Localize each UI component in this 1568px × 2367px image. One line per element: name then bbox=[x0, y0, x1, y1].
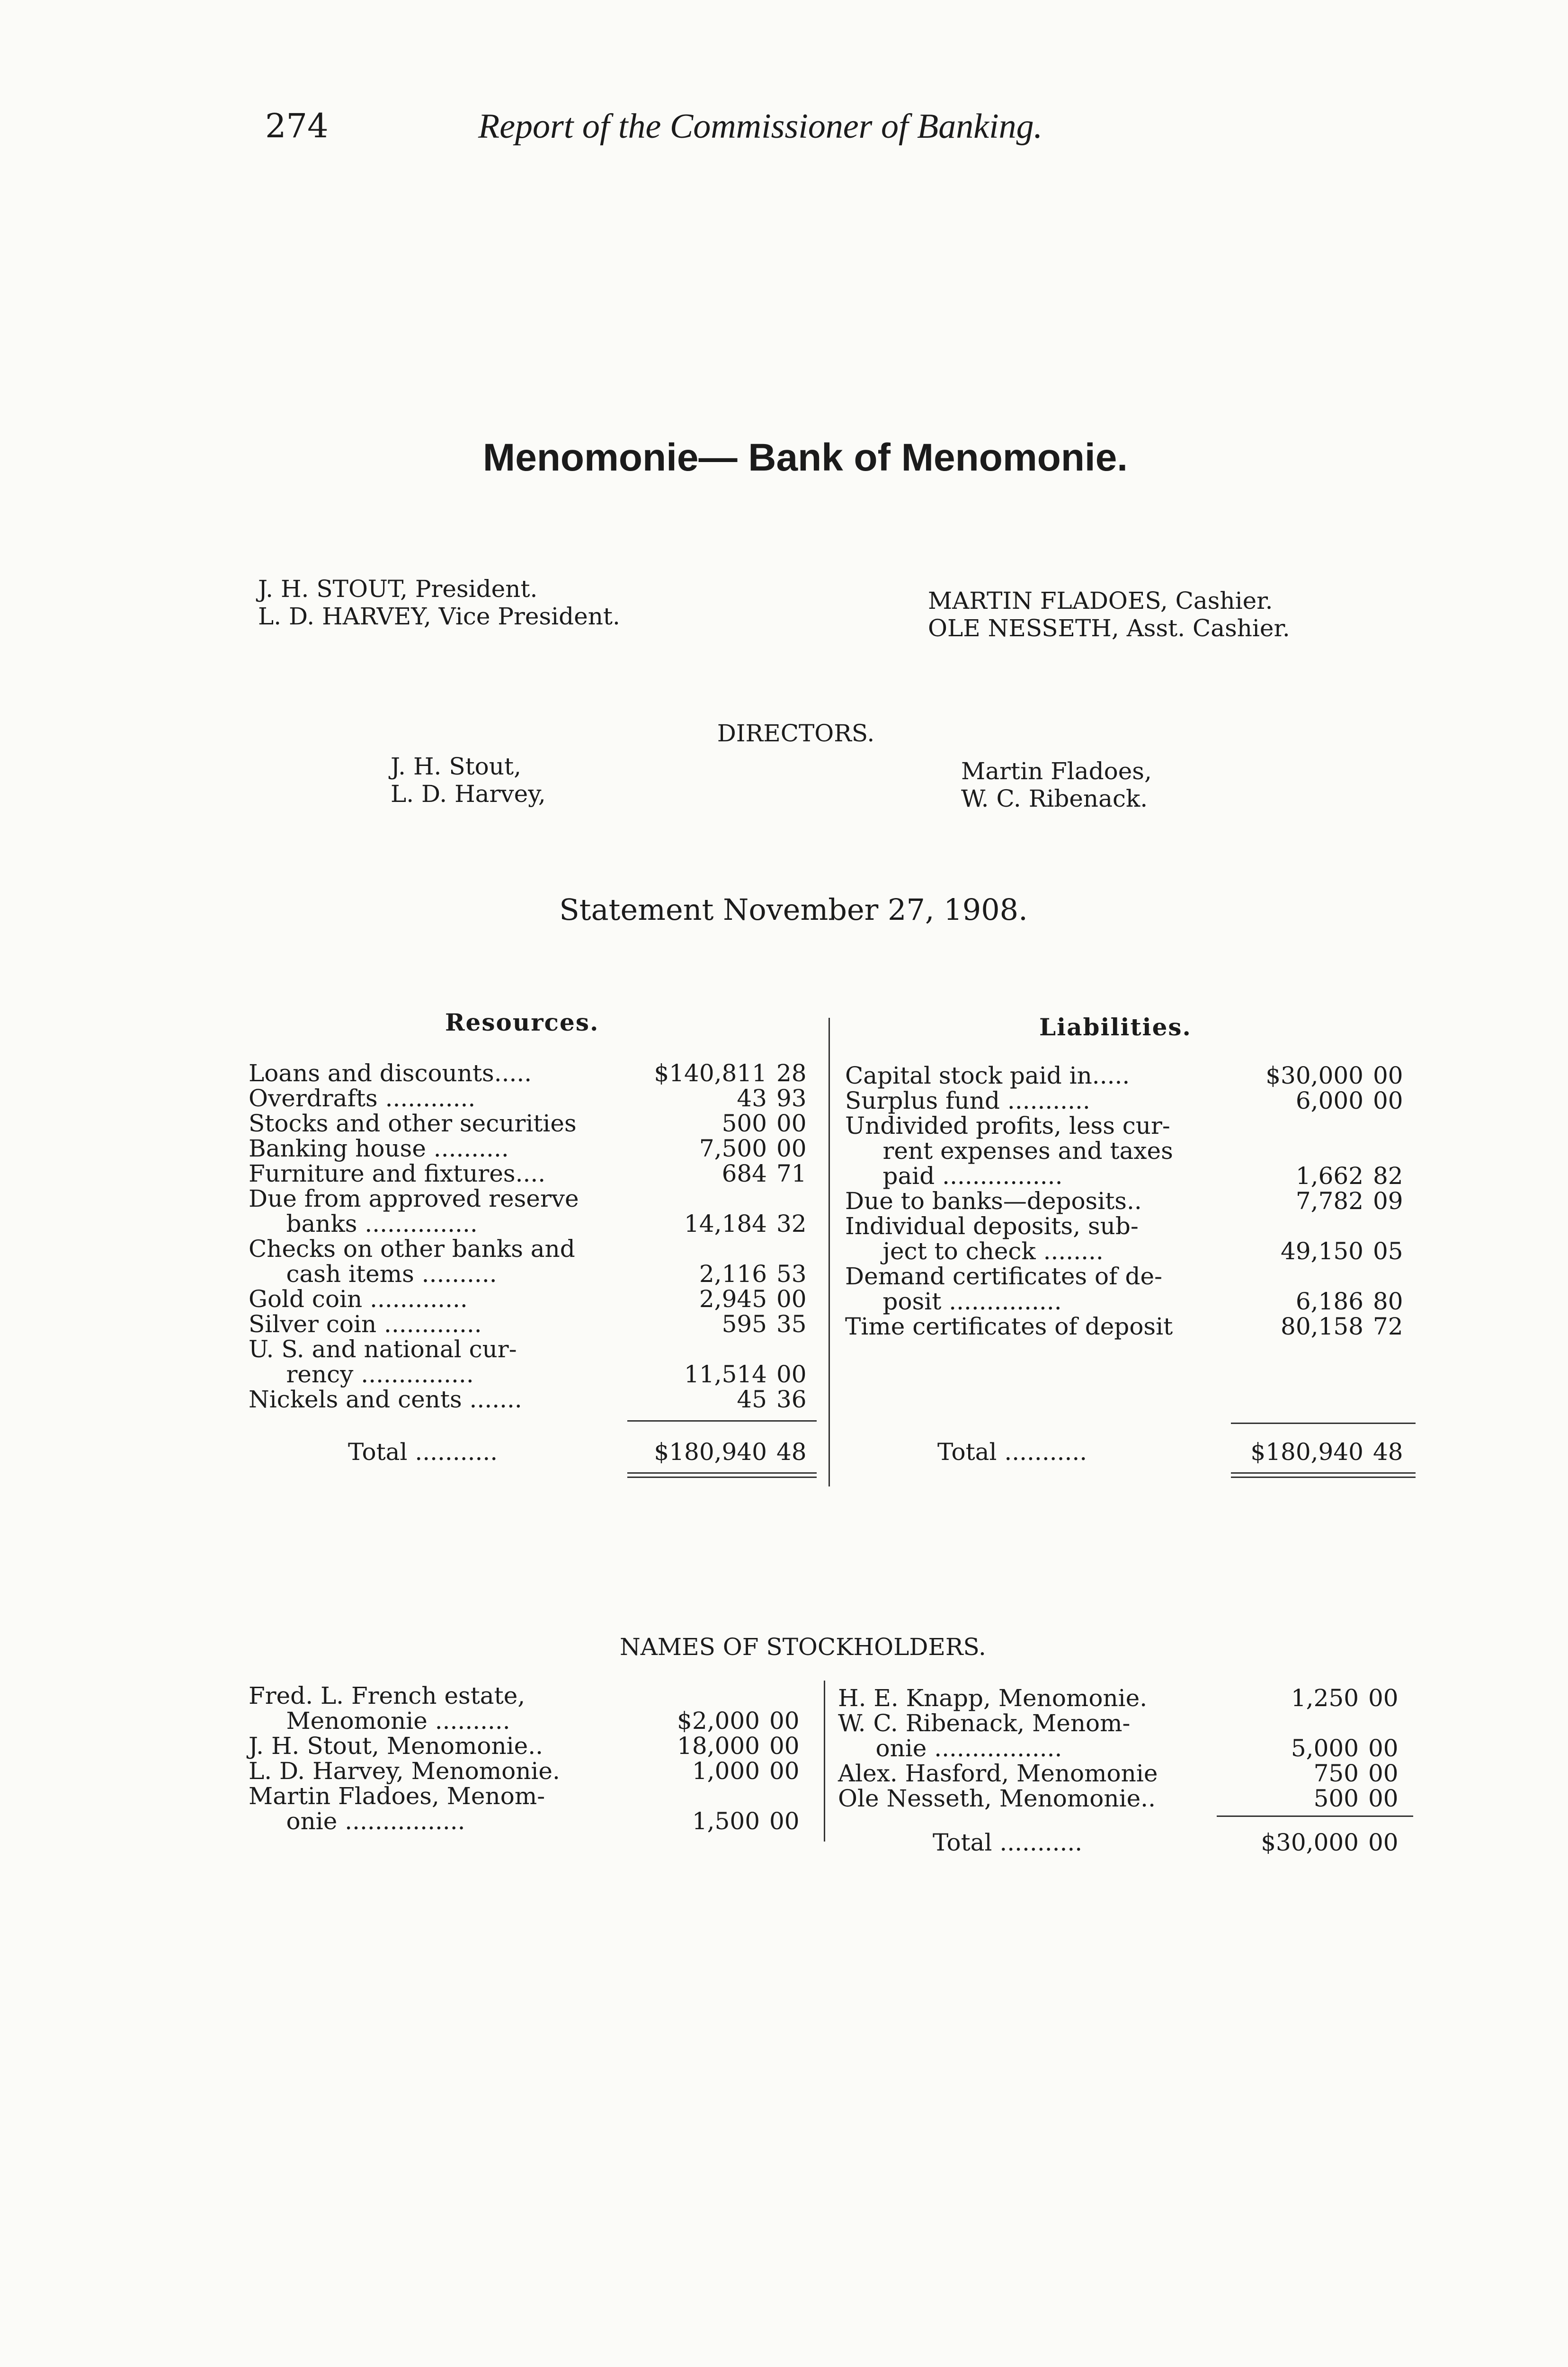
row-cents: 28 bbox=[776, 1059, 807, 1087]
row-dollars: 5,000 bbox=[1291, 1735, 1359, 1762]
row-label: J. H. Stout, Menomonie.. bbox=[249, 1732, 543, 1760]
row-label: Gold coin ............. bbox=[249, 1285, 468, 1313]
resources-total-row bbox=[249, 1439, 824, 1465]
row-label: Loans and discounts..... bbox=[249, 1059, 532, 1087]
row-label: L. D. Harvey, Menomonie. bbox=[249, 1757, 560, 1785]
directors-heading: DIRECTORS. bbox=[717, 720, 875, 747]
table-row bbox=[845, 1264, 1418, 1289]
officers-right bbox=[928, 587, 1290, 642]
row-dollars: 1,250 bbox=[1291, 1684, 1359, 1712]
table-row bbox=[845, 1063, 1418, 1088]
row-label: Demand certificates of de- bbox=[845, 1263, 1162, 1290]
table-row bbox=[845, 1213, 1418, 1239]
table-row bbox=[845, 1188, 1418, 1214]
row-label: Due to banks—deposits.. bbox=[845, 1187, 1142, 1215]
liabilities-heading: Liabilities. bbox=[1039, 1013, 1192, 1041]
row-dollars: 500 bbox=[722, 1110, 767, 1137]
row-label: Overdrafts ............ bbox=[249, 1085, 476, 1112]
row-dollars: 6,186 bbox=[1295, 1288, 1363, 1315]
row-label: Menomonie .......... bbox=[249, 1707, 510, 1735]
table-row bbox=[249, 1060, 824, 1086]
row-cents: 00 bbox=[776, 1285, 807, 1313]
row-dollars: 1,500 bbox=[692, 1807, 760, 1835]
row-label: H. E. Knapp, Menomonie. bbox=[838, 1684, 1148, 1712]
row-dollars: 684 bbox=[722, 1160, 767, 1187]
stockholders-total-rule bbox=[1217, 1815, 1413, 1817]
row-dollars: 595 bbox=[722, 1310, 767, 1338]
row-label: onie ................ bbox=[249, 1807, 465, 1835]
row-cents: 53 bbox=[776, 1260, 807, 1288]
bank-title: Menomonie— Bank of Menomonie. bbox=[482, 436, 1128, 479]
liabilities-total-rule bbox=[1231, 1423, 1416, 1424]
row-cents: 00 bbox=[769, 1732, 800, 1760]
total-dollars: $180,940 bbox=[1250, 1438, 1363, 1466]
row-label: ject to check ........ bbox=[845, 1237, 1104, 1265]
row-label: Martin Fladoes, Menom- bbox=[249, 1782, 545, 1810]
director-item: W. C. Ribenack. bbox=[961, 785, 1148, 812]
row-label: Capital stock paid in..... bbox=[845, 1062, 1130, 1089]
row-cents: 00 bbox=[769, 1707, 800, 1735]
row-label: Individual deposits, sub- bbox=[845, 1212, 1139, 1240]
row-label: banks ............... bbox=[249, 1210, 478, 1237]
table-row bbox=[249, 1161, 824, 1186]
row-label: Alex. Hasford, Menomonie bbox=[838, 1760, 1158, 1787]
row-cents: 32 bbox=[776, 1210, 807, 1237]
row-cents: 09 bbox=[1373, 1187, 1403, 1215]
row-dollars: 2,945 bbox=[699, 1285, 767, 1313]
total-label: Total ........... bbox=[348, 1438, 498, 1466]
row-cents: 05 bbox=[1373, 1237, 1403, 1265]
list-item bbox=[249, 1758, 817, 1784]
row-cents: 82 bbox=[1373, 1162, 1403, 1190]
table-row bbox=[845, 1314, 1418, 1339]
statement-title: Statement November 27, 1908. bbox=[559, 892, 1028, 927]
list-item bbox=[838, 1685, 1413, 1711]
row-dollars: 7,782 bbox=[1295, 1187, 1363, 1215]
table-row bbox=[845, 1113, 1418, 1139]
table-row bbox=[249, 1086, 824, 1111]
total-label: Total ........... bbox=[937, 1438, 1087, 1466]
row-label: posit ............... bbox=[845, 1288, 1062, 1315]
liabilities-total-row bbox=[845, 1439, 1418, 1465]
list-item bbox=[838, 1761, 1413, 1786]
total-label: Total ........... bbox=[933, 1829, 1083, 1856]
row-label: Due from approved reserve bbox=[249, 1185, 579, 1212]
total-cents: 48 bbox=[1373, 1438, 1403, 1466]
table-row bbox=[845, 1138, 1418, 1164]
row-dollars: 1,662 bbox=[1295, 1162, 1363, 1190]
stockholders-divider bbox=[824, 1681, 825, 1842]
row-cents: 00 bbox=[776, 1135, 807, 1162]
row-dollars: 7,500 bbox=[699, 1135, 767, 1162]
director-item: L. D. Harvey, bbox=[391, 780, 546, 808]
row-dollars: 45 bbox=[737, 1386, 767, 1413]
list-item bbox=[249, 1783, 817, 1809]
row-dollars: 14,184 bbox=[684, 1210, 767, 1237]
officers-left bbox=[258, 575, 620, 630]
officer-president: J. H. STOUT, President. bbox=[258, 575, 538, 603]
row-cents: 00 bbox=[1368, 1760, 1399, 1787]
row-cents: 00 bbox=[769, 1807, 800, 1835]
row-cents: 72 bbox=[1373, 1313, 1403, 1340]
table-row bbox=[845, 1163, 1418, 1189]
row-dollars: 43 bbox=[737, 1085, 767, 1112]
row-cents: 00 bbox=[776, 1361, 807, 1388]
row-dollars: 49,150 bbox=[1281, 1237, 1363, 1265]
list-item bbox=[249, 1708, 817, 1734]
row-label: Surplus fund ........... bbox=[845, 1087, 1090, 1114]
stockholders-heading: NAMES OF STOCKHOLDERS. bbox=[620, 1633, 986, 1661]
table-row bbox=[845, 1289, 1418, 1314]
row-dollars: $140,811 bbox=[654, 1059, 767, 1087]
resources-double-rule bbox=[627, 1472, 817, 1478]
row-label: Checks on other banks and bbox=[249, 1235, 575, 1263]
directors-left bbox=[391, 753, 546, 808]
row-cents: 35 bbox=[776, 1310, 807, 1338]
total-dollars: $180,940 bbox=[654, 1438, 767, 1466]
stockholders-total-row bbox=[838, 1830, 1413, 1855]
row-label: Silver coin ............. bbox=[249, 1310, 482, 1338]
row-dollars: $30,000 bbox=[1265, 1062, 1363, 1089]
row-label: paid ................ bbox=[845, 1162, 1063, 1190]
row-label: Fred. L. French estate, bbox=[249, 1682, 526, 1709]
row-dollars: 500 bbox=[1313, 1785, 1359, 1812]
row-dollars: 80,158 bbox=[1281, 1313, 1363, 1340]
row-label: Banking house .......... bbox=[249, 1135, 509, 1162]
row-cents: 00 bbox=[1368, 1735, 1399, 1762]
row-cents: 00 bbox=[769, 1757, 800, 1785]
list-item bbox=[249, 1808, 817, 1834]
running-title: Report of the Commissioner of Banking. bbox=[478, 107, 1043, 146]
row-dollars: 18,000 bbox=[677, 1732, 760, 1760]
table-row bbox=[249, 1236, 824, 1262]
directors-right bbox=[961, 757, 1152, 812]
row-cents: 00 bbox=[1373, 1062, 1403, 1089]
row-cents: 36 bbox=[776, 1386, 807, 1413]
total-cents: 48 bbox=[776, 1438, 807, 1466]
director-item: J. H. Stout, bbox=[391, 753, 521, 780]
row-label: W. C. Ribenack, Menom- bbox=[838, 1709, 1131, 1737]
page-number: 274 bbox=[265, 107, 329, 145]
row-label: Undivided profits, less cur- bbox=[845, 1112, 1170, 1139]
table-row bbox=[845, 1088, 1418, 1113]
row-cents: 00 bbox=[1368, 1684, 1399, 1712]
list-item bbox=[249, 1733, 817, 1759]
row-label: Nickels and cents ....... bbox=[249, 1386, 522, 1413]
resources-total-rule bbox=[627, 1420, 817, 1422]
row-dollars: $2,000 bbox=[677, 1707, 760, 1735]
row-label: Time certificates of deposit bbox=[845, 1313, 1173, 1340]
resources-heading: Resources. bbox=[445, 1008, 599, 1036]
row-cents: 80 bbox=[1373, 1288, 1403, 1315]
row-cents: 00 bbox=[776, 1110, 807, 1137]
row-label: Furniture and fixtures.... bbox=[249, 1160, 546, 1187]
table-row bbox=[249, 1136, 824, 1161]
statement-divider bbox=[829, 1018, 830, 1486]
list-item bbox=[838, 1735, 1413, 1761]
list-item bbox=[249, 1683, 817, 1709]
list-item bbox=[838, 1786, 1413, 1811]
table-row bbox=[249, 1111, 824, 1136]
table-row bbox=[249, 1361, 824, 1387]
director-item: Martin Fladoes, bbox=[961, 757, 1152, 785]
row-dollars: 6,000 bbox=[1295, 1087, 1363, 1114]
table-row bbox=[249, 1336, 824, 1362]
table-row bbox=[249, 1211, 824, 1237]
total-dollars: $30,000 bbox=[1261, 1829, 1359, 1856]
row-dollars: 2,116 bbox=[699, 1260, 767, 1288]
officer-cashier: MARTIN FLADOES, Cashier. bbox=[928, 587, 1273, 614]
officer-asst-cashier: OLE NESSETH, Asst. Cashier. bbox=[928, 614, 1290, 642]
row-label: Ole Nesseth, Menomonie.. bbox=[838, 1785, 1156, 1812]
row-cents: 71 bbox=[776, 1160, 807, 1187]
row-label: U. S. and national cur- bbox=[249, 1335, 517, 1363]
row-label: cash items .......... bbox=[249, 1260, 497, 1288]
row-label: rent expenses and taxes bbox=[845, 1137, 1173, 1165]
row-cents: 93 bbox=[776, 1085, 807, 1112]
row-label: rency ............... bbox=[249, 1361, 474, 1388]
row-cents: 00 bbox=[1373, 1087, 1403, 1114]
row-dollars: 750 bbox=[1313, 1760, 1359, 1787]
table-row bbox=[845, 1238, 1418, 1264]
row-label: Stocks and other securities bbox=[249, 1110, 577, 1137]
total-cents: 00 bbox=[1368, 1829, 1399, 1856]
table-row bbox=[249, 1286, 824, 1312]
liabilities-double-rule bbox=[1231, 1472, 1416, 1478]
row-label: onie ................. bbox=[838, 1735, 1062, 1762]
list-item bbox=[838, 1710, 1413, 1736]
row-cents: 00 bbox=[1368, 1785, 1399, 1812]
table-row bbox=[249, 1311, 824, 1337]
row-dollars: 11,514 bbox=[684, 1361, 767, 1388]
table-row bbox=[249, 1387, 824, 1412]
table-row bbox=[249, 1261, 824, 1287]
table-row bbox=[249, 1186, 824, 1211]
row-dollars: 1,000 bbox=[692, 1757, 760, 1785]
officer-vice-president: L. D. HARVEY, Vice President. bbox=[258, 603, 620, 630]
